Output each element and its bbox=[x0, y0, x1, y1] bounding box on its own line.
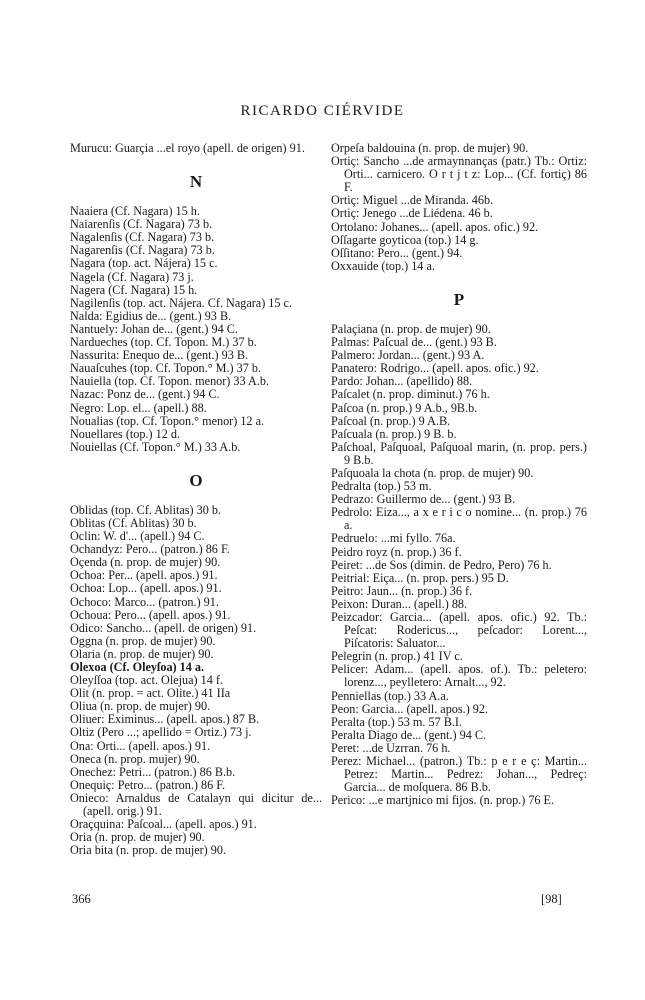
index-entry: Paſcoa (n. prop.) 9 A.b., 9B.b. bbox=[331, 400, 478, 415]
index-entry: Oltiz (Pero ...; apellido = Ortiz.) 73 j. bbox=[70, 725, 252, 740]
index-entry: Peitro: Jaun... (n. prop.) 36 f. bbox=[331, 583, 473, 598]
index-entry: Oria bita (n. prop. de mujer) 90. bbox=[70, 843, 227, 858]
index-entry: Palmas: Paſcual de... (gent.) 93 B. bbox=[331, 335, 497, 350]
index-entry: Nantuely: Johan de... (gent.) 94 C. bbox=[70, 321, 238, 336]
index-entry: Pedrolo: Eiza..., a x e r i c o nomine... (n. prop.) 76 a. bbox=[331, 505, 587, 533]
index-entry: Ona: Orti... (apell. apos.) 91. bbox=[70, 738, 211, 753]
page-number: 366 bbox=[72, 892, 91, 906]
index-entry: Peon: Garcia... (apell. apos.) 92. bbox=[331, 701, 489, 716]
index-entry: Orpeſa baldouina (n. prop. de mujer) 90. bbox=[331, 141, 529, 155]
index-entry: Ortolano: Johanes... (apell. apos. ofic.) 92. bbox=[331, 219, 539, 234]
index-entry: Penniellas (top.) 33 A.a. bbox=[331, 688, 449, 703]
index-entry: Nagera (Cf. Nagara) 15 h. bbox=[70, 282, 198, 297]
index-entry: Olit (n. prop. = act. Olite.) 41 IIa bbox=[70, 686, 231, 701]
index-entry: Peizcador: Garcia... (apell. apos. ofic.) 92. Tb.: Peſcat: Rodericus..., peſcador: Lorent..., Piſcatoris: Saluator... bbox=[331, 610, 587, 651]
section-letter: N bbox=[189, 172, 203, 192]
index-entry: Paſcalet (n. prop. diminut.) 76 h. bbox=[331, 387, 490, 402]
index-entry: Onechez: Petri... (patron.) 86 B.b. bbox=[70, 764, 236, 779]
index-entry: Nagilenſis (top. act. Nájera. Cf. Nagara) 15 c. bbox=[70, 295, 292, 310]
index-entry: Oliuer: Eximinus... (apell. apos.) 87 B. bbox=[70, 712, 260, 727]
index-entry: Palaçiana (n. prop. de mujer) 90. bbox=[331, 321, 491, 336]
index-entry: Peitrial: Eiça... (n. prop. pers.) 95 D. bbox=[331, 570, 509, 585]
index-entry: Murucu: Guarçia ...el royo (apell. de origen) 91. bbox=[70, 141, 305, 155]
index-entry: Onequiç: Petro... (patron.) 86 F. bbox=[70, 777, 226, 792]
index-entry: Odico: Sancho... (apell. de origen) 91. bbox=[70, 620, 257, 635]
index-entry: Pelegrin (n. prop.) 41 IV c. bbox=[331, 649, 463, 664]
index-entry: Oneca (n. prop. mujer) 90. bbox=[70, 751, 200, 766]
index-entry: Nalda: Egidius de... (gent.) 93 B. bbox=[70, 308, 232, 323]
index-entry: Nardueches (top. Cf. Topon. M.) 37 b. bbox=[70, 335, 257, 350]
index-entry: Oxxauide (top.) 14 a. bbox=[331, 258, 435, 273]
index-entry: Noualias (top. Cf. Topon.° menor) 12 a. bbox=[70, 413, 265, 428]
index-entry: Oſſagarte goyticoa (top.) 14 g. bbox=[331, 232, 479, 247]
index-entry: Perico: ...e martjnico mi fijos. (n. prop.) 76 E. bbox=[331, 793, 555, 808]
index-entry: Nazac: Ponz de... (gent.) 94 C. bbox=[70, 387, 220, 402]
index-entry: Nagara (top. act. Nájera) 15 c. bbox=[70, 256, 218, 271]
index-entry: Oſſitano: Pero... (gent.) 94. bbox=[331, 245, 463, 260]
index-entry: Pedrazo: Guillermo de... (gent.) 93 B. bbox=[331, 492, 516, 507]
index-entry: Pardo: Johan... (apellido) 88. bbox=[331, 374, 473, 389]
index-entry: Peiret: ...de Sos (dimin. de Pedro, Pero) 76 h. bbox=[331, 557, 552, 572]
index-entry: Peidro royz (n. prop.) 36 f. bbox=[331, 544, 462, 559]
index-entry: Panatero: Rodrigo... (apell. apos. ofic.) 92. bbox=[331, 361, 539, 376]
index-entry: Nouiellas (Cf. Topon.° M.) 33 A.b. bbox=[70, 439, 241, 454]
index-entry: Paſquoala la chota (n. prop. de mujer) 90. bbox=[331, 465, 534, 480]
index-entry: Peralta (top.) 53 m. 57 B.I. bbox=[331, 714, 462, 729]
index-entry: Oliua (n. prop. de mujer) 90. bbox=[70, 699, 211, 714]
index-entry: Ochandyz: Pero... (patron.) 86 F. bbox=[70, 542, 230, 557]
index-entry: Nauaſcuhes (top. Cf. Topon.° M.) 37 b. bbox=[70, 361, 261, 376]
index-entry: Paſchoal, Paſquoal, Paſquoal marin, (n. prop. pers.) 9 B.b. bbox=[331, 439, 587, 467]
index-entry: Peixon: Duran... (apell.) 88. bbox=[331, 596, 468, 611]
index-entry: Nauiella (top. Cf. Topon. menor) 33 A.b. bbox=[70, 374, 269, 389]
index-entry: Nagela (Cf. Nagara) 73 j. bbox=[70, 269, 194, 284]
index-entry: Ochoco: Marco... (patron.) 91. bbox=[70, 594, 219, 609]
index-entry: Ochoa: Lop... (apell. apos.) 91. bbox=[70, 581, 222, 596]
index-entry: Oggna (n. prop. de mujer) 90. bbox=[70, 633, 216, 648]
index-entry: Paſcuala (n. prop.) 9 B. b. bbox=[331, 426, 457, 441]
index-entry: Peralta Diago de... (gent.) 94 C. bbox=[331, 727, 487, 742]
left-column bbox=[70, 142, 322, 857]
index-entry: Peret: ...de Uzrran. 76 h. bbox=[331, 740, 451, 755]
index-entry: Oclin: W. d'... (apell.) 94 C. bbox=[70, 529, 205, 544]
index-entry: Ortiç: Sancho ...de armaynnanças (patr.) Tb.: Ortiz: Orti... carnicero. O r t j t z: Lop... (Cf. fortiç) 86 F. bbox=[331, 154, 587, 195]
index-entry: Nouellares (top.) 12 d. bbox=[70, 426, 180, 441]
right-column bbox=[331, 142, 587, 807]
section-letter: O bbox=[189, 470, 203, 490]
index-entry: Negro: Lop. el... (apell.) 88. bbox=[70, 400, 207, 415]
index-entry: Ochoua: Pero... (apell. apos.) 91. bbox=[70, 607, 231, 622]
index-entry: Oleyſſoa (top. act. Olejua) 14 f. bbox=[70, 673, 223, 688]
index-entry: Pedruelo: ...mi fyllo. 76a. bbox=[331, 531, 456, 546]
index-entry: Ortiç: Jenego ...de Liédena. 46 b. bbox=[331, 206, 493, 221]
index-entry: Oraçquina: Paſcoal... (apell. apos.) 91. bbox=[70, 817, 257, 832]
index-entry: Pedralta (top.) 53 m. bbox=[331, 479, 432, 494]
index-entry: Onieco: Arnaldus de Catalayn qui dicitur de... (apell. orig.) 91. bbox=[70, 790, 322, 819]
index-entry: Oblidas (top. Cf. Ablitas) 30 b. bbox=[70, 502, 221, 517]
index-entry: Oria (n. prop. de mujer) 90. bbox=[70, 830, 205, 845]
index-entry: Nassurita: Enequo de... (gent.) 93 B. bbox=[70, 348, 249, 363]
index-entry: Olaria (n. prop. de mujer) 90. bbox=[70, 646, 214, 661]
index-entry: Paſcoal (n. prop.) 9 A.B. bbox=[331, 413, 451, 428]
index-entry: Oçenda (n. prop. de mujer) 90. bbox=[70, 555, 221, 570]
bracket-page-number: [98] bbox=[541, 892, 562, 906]
index-entry: Palmero: Jordan... (gent.) 93 A. bbox=[331, 348, 485, 363]
index-entry: Naiarenſis (Cf. Nagara) 73 b. bbox=[70, 217, 213, 232]
index-entry: Naaiera (Cf. Nagara) 15 h. bbox=[70, 204, 200, 219]
index-entry: Ochoa: Per... (apell. apos.) 91. bbox=[70, 568, 218, 583]
index-entry: Nagarenſis (Cf. Nagara) 73 b. bbox=[70, 243, 215, 258]
section-letter: P bbox=[453, 289, 465, 309]
index-entry: Pelicer: Adam... (apell. apos. of.). Tb.: peletero: lorenz..., peylletero: Arnalt..., 92. bbox=[331, 662, 587, 690]
index-entry: Olexoa (Cf. Oleyſoa) 14 a. bbox=[70, 660, 205, 674]
index-entry: Ortiç: Miguel ...de Miranda. 46b. bbox=[331, 193, 494, 208]
running-header: RICARDO CIÉRVIDE bbox=[240, 103, 405, 119]
index-entry: Perez: Michael... (patron.) Tb.: p e r e ç: Martin... Petrez: Martin... Pedrez: Johan..., Pedreç: Garcia... de moſquera. 86 B.b. bbox=[331, 754, 587, 795]
index-entry: Nagalenſis (Cf. Nagara) 73 b. bbox=[70, 230, 215, 245]
index-entry: Oblitas (Cf. Ablitas) 30 b. bbox=[70, 515, 197, 530]
